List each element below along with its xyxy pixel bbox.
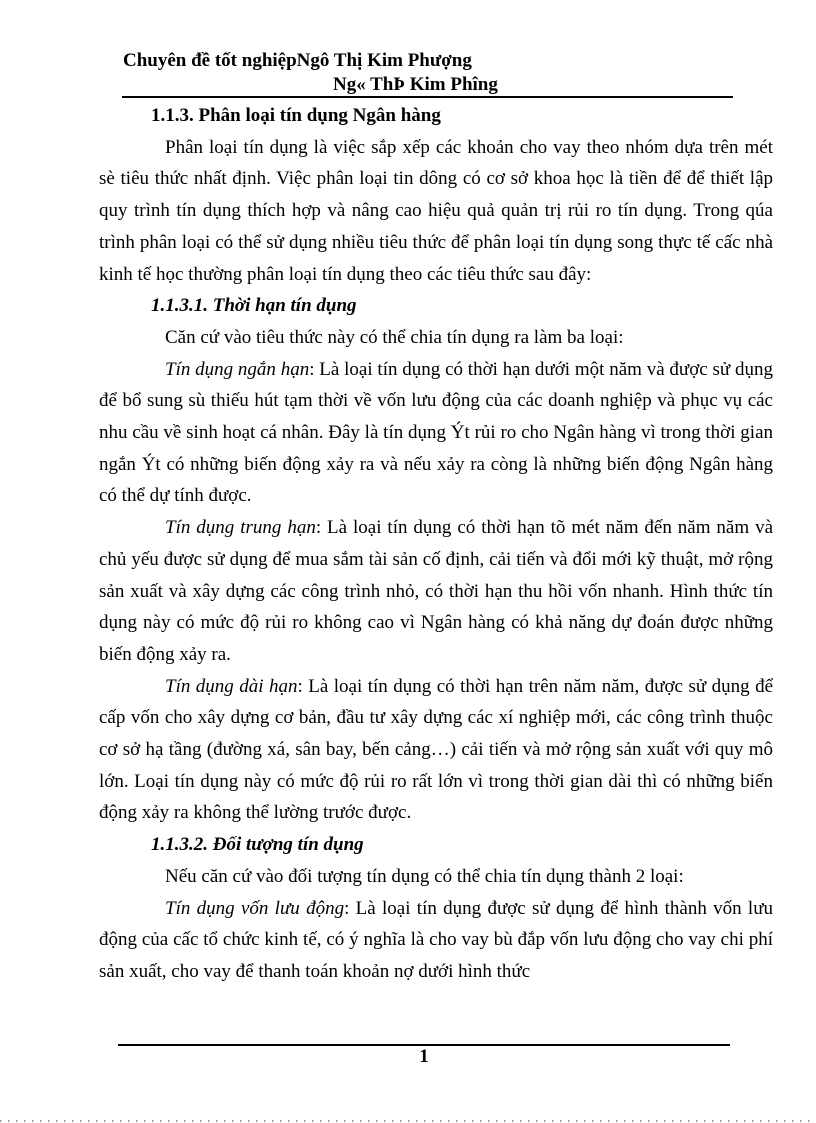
paragraph-lead-working-capital: Tín dụng vốn lưu động bbox=[165, 897, 345, 919]
paragraph-term-basis: Căn cứ vào tiêu thức này có thể chia tín dụng ra làm ba loại: bbox=[165, 326, 624, 348]
paragraph-medium-term bbox=[99, 512, 773, 671]
page-number: 1 bbox=[419, 1046, 429, 1067]
header-author: Ng« ThÞ Kim Phîng bbox=[333, 74, 498, 95]
paragraph-object-basis: Nếu căn cứ vào đối tượng tín dụng có thể chia tín dụng thành 2 loại: bbox=[165, 865, 684, 887]
paragraph-text-long-term: : Là loại tín dụng có thời hạn trên năm năm, được sử dụng để cấp vốn cho xây dựng cơ bản, đầu tư xây dựng các xí nghiệp mới, các công trình thuộc cơ sở hạ tầng (đường xá, sân bay, bến cảng…) cải tiến và mở rộng sản xuất với quy mô lớn. Loại tín dụng này có mức độ rủi ro rất lớn vì trong thời gian dài thì có những biến động xảy ra không thể lường trước được. bbox=[99, 675, 773, 824]
paragraph-text-working-capital: : Là loại tín dụng được sử dụng để hình thành vốn lưu động của cấc tổ chức kinh tế, có ý nghĩa là cho vay bù đắp vốn lưu động cho vay chi phí sản xuất, cho vay để thanh toán khoản nợ dưới hình thức bbox=[99, 897, 773, 982]
header-title: Chuyên đề tốt nghiệpNgô Thị Kim Phượng bbox=[123, 50, 472, 71]
paragraph-text-medium-term: : Là loại tín dụng có thời hạn tõ mét năm đến năm năm và chủ yếu được sử dụng để mua sắm tài sản cố định, cải tiến và đổi mới kỹ thuật, mở rộng sản xuất và xây dựng các công trình nhỏ, có thời hạn thu hồi vốn nhanh. Hình thức tín dụng này có mức độ rủi ro không cao vì Ngân hàng có khả năng dự đoán được những biến động xảy ra. bbox=[99, 517, 773, 665]
page-boundary-dotted-line bbox=[0, 1120, 816, 1122]
paragraph-lead-long-term: Tín dụng dài hạn bbox=[165, 675, 298, 697]
paragraph-short-term bbox=[99, 354, 773, 513]
paragraph-lead-medium-term: Tín dụng trung hạn bbox=[165, 517, 316, 539]
section-heading-1132: 1.1.3.2. Đối tượng tín dụng bbox=[151, 834, 364, 856]
paragraph-long-term bbox=[99, 671, 773, 830]
section-heading-113: 1.1.3. Phân loại tín dụng Ngân hàng bbox=[151, 105, 441, 126]
paragraph-intro: Phân loại tín dụng là việc sắp xếp các khoản cho vay theo nhóm dựa trên mét sè tiêu thức nhất định. Việc phân loại tin dông có cơ sở khoa học là tiền để để thiết lập quy trình tín dụng thích hợp và nâng cao hiệu quả quản trị rủi ro tín dụng. Trong qúa trình phân loại có thể sử dụng nhiều tiêu thức để phân loại tín dụng song thực tế cấc nhà kinh tế học thường phân loại tín dụng theo các tiêu thức sau đây: bbox=[99, 136, 773, 285]
document-body bbox=[99, 100, 773, 988]
header-rule bbox=[122, 96, 733, 98]
paragraph-working-capital bbox=[99, 893, 773, 988]
section-heading-1131: 1.1.3.1. Thời hạn tín dụng bbox=[151, 295, 357, 317]
paragraph-text-short-term: : Là loại tín dụng có thời hạn dưới một năm và được sử dụng để bổ sung sù thiếu hút tạm thời về vốn lưu động của các doanh nghiệp và phục vụ các nhu cầu về sinh hoạt cá nhân. Đây là tín dụng Ýt rủi ro cho Ngân hàng vì trong thời gian ngắn Ýt có những biến động xảy ra và nếu xảy ra còng là những biến động Ngân hàng có thể dự tính được. bbox=[99, 358, 773, 507]
paragraph-lead-short-term: Tín dụng ngắn hạn bbox=[165, 358, 310, 380]
